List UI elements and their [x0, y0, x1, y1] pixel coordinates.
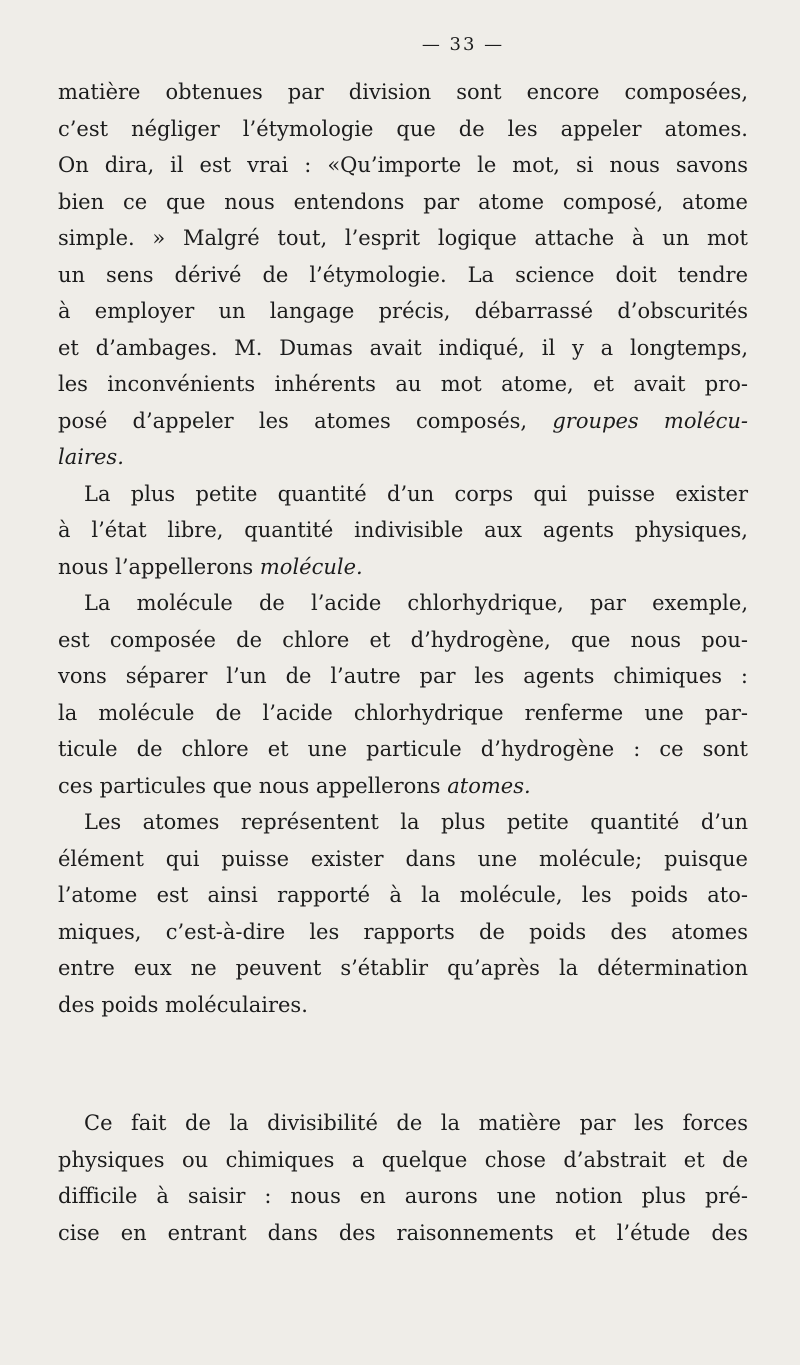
text-line: la molécule de l’acide chlorhydrique renferme une par-: [58, 700, 748, 725]
text-line: à employer un langage précis, débarrassé d’obscurités: [58, 299, 748, 323]
section-gap: [58, 1023, 748, 1105]
text-line: Ce fait de la divisibilité de la matière par les forces: [84, 1111, 748, 1135]
text-line: ticule de chlore et une particule d’hydrogène : ce sont: [58, 737, 748, 761]
text-line: à l’état libre, quantité indivisible aux agents physiques,: [58, 518, 748, 542]
text-line: l’atome est ainsi rapporté à la molécule, les poids ato-: [58, 883, 748, 907]
italic-term: laires.: [58, 445, 124, 469]
text-line: les inconvénients inhérents au mot atome, et avait pro-: [58, 372, 748, 396]
text-line: difficile à saisir : nous en aurons une notion plus pré-: [58, 1184, 748, 1208]
paragraph-4: [58, 804, 748, 1023]
text-line: matière obtenues par division sont encore composées,: [58, 80, 748, 104]
text-line: [58, 768, 748, 805]
text-run: ces particules que nous appellerons: [58, 773, 448, 798]
text-line: vons séparer l’un de l’autre par les agents chimiques :: [58, 664, 748, 688]
text-line: simple. » Malgré tout, l’esprit logique attache à un mot: [58, 226, 748, 250]
text-line: La molécule de l’acide chlorhydrique, par exemple,: [84, 591, 748, 615]
paragraph-2: [58, 476, 748, 586]
text-line: Les atomes représentent la plus petite quantité d’un: [84, 810, 748, 834]
text-run: nous l’appellerons: [58, 554, 260, 579]
text-line: est composée de chlore et d’hydrogène, que nous pou-: [58, 627, 748, 652]
text-line: [58, 439, 748, 476]
text-line: c’est négliger l’étymologie que de les appeler atomes.: [58, 116, 748, 141]
paragraph-5: [58, 1105, 748, 1251]
italic-term: groupes molécu-: [552, 408, 748, 433]
italic-term: molécule.: [259, 554, 363, 579]
text-line: et d’ambages. M. Dumas avait indiqué, il y a longtemps,: [58, 335, 748, 360]
text-line: un sens dérivé de l’étymologie. La science doit tendre: [58, 262, 748, 287]
text-line: miques, c’est-à-dire les rapports de poids des atomes: [58, 919, 748, 944]
text-line: La plus petite quantité d’un corps qui puisse exister: [84, 481, 748, 506]
text-line: [58, 403, 748, 440]
text-line: entre eux ne peuvent s’établir qu’après la détermination: [58, 956, 748, 980]
italic-term: atomes.: [447, 773, 531, 798]
text-line: [58, 549, 748, 586]
text-line: cise en entrant dans des raisonnements et l’étude des: [58, 1220, 748, 1245]
text-line: élément qui puisse exister dans une molécule; puisque: [58, 846, 748, 871]
text-line: des poids moléculaires.: [58, 992, 308, 1017]
page-number: — 33 —: [421, 34, 505, 55]
text-run: posé d’appeler les atomes composés,: [58, 408, 553, 433]
paragraph-3: [58, 585, 748, 804]
text-line: On dira, il est vrai : «Qu’importe le mot, si nous savons: [58, 153, 748, 177]
paragraph-1: [58, 74, 748, 476]
text-line: physiques ou chimiques a quelque chose d’abstrait et de: [58, 1147, 748, 1172]
text-line: bien ce que nous entendons par atome composé, atome: [58, 189, 748, 214]
